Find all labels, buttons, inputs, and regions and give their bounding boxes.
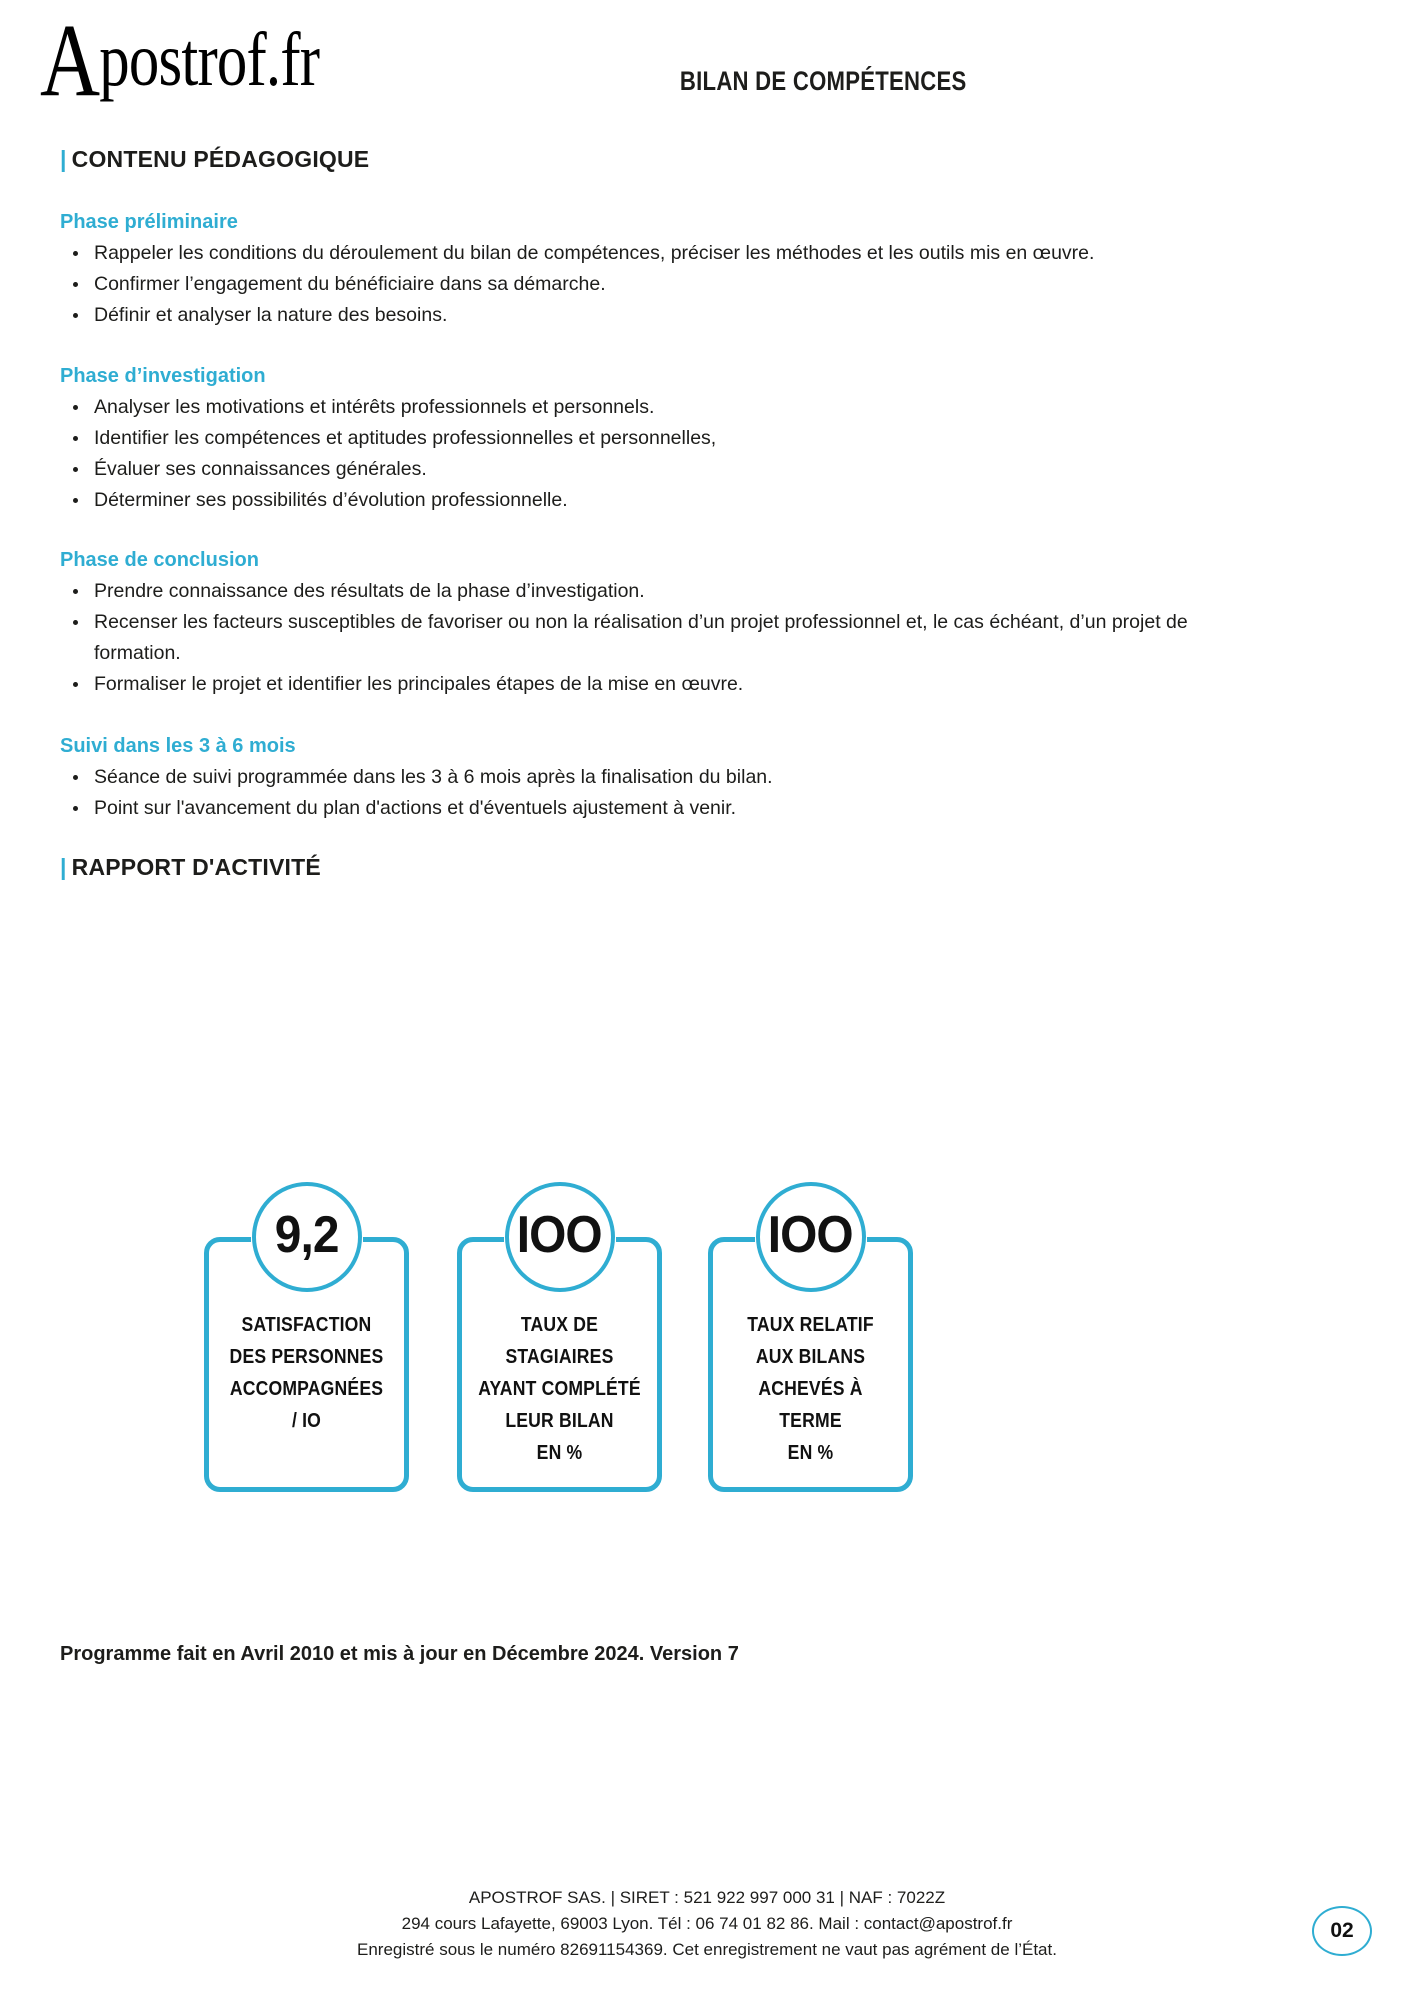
footer-line-address: 294 cours Lafayette, 69003 Lyon. Tél : 06 74 01 82 86. Mail : contact@apostrof.fr bbox=[401, 1914, 1013, 1933]
list-item: Point sur l'avancement du plan d'actions et d'éventuels ajustement à venir. bbox=[60, 793, 1250, 824]
list-item: Identifier les compétences et aptitudes professionnelles et personnelles, bbox=[60, 423, 1360, 454]
list-item: Évaluer ses connaissances générales. bbox=[60, 454, 1360, 485]
badge-label-wrap bbox=[223, 1309, 389, 1437]
page-header bbox=[0, 0, 1414, 140]
apostrof-logo bbox=[40, 3, 320, 118]
section-heading-pedagogical-content bbox=[60, 146, 369, 173]
section-heading-label: RAPPORT D'ACTIVITÉ bbox=[71, 854, 321, 880]
badge-value-circle bbox=[252, 1182, 362, 1292]
list-item: Rappeler les conditions du déroulement du bilan de compétences, préciser les méthodes et les outils mis en œuvre. bbox=[60, 238, 1360, 269]
list-item: Formaliser le projet et identifier les principales étapes de la mise en œuvre. bbox=[60, 669, 1250, 700]
logo-wordmark: postrof.fr bbox=[99, 18, 320, 102]
stat-badge-satisfaction bbox=[204, 1206, 409, 1492]
badge-unit: / IO bbox=[291, 1410, 322, 1432]
stat-badge-completion-rate bbox=[457, 1206, 662, 1492]
subheading-suivi-3-6-mois: Suivi dans les 3 à 6 mois bbox=[60, 735, 296, 757]
badge-label: TAUX RELATIF AUX BILANS ACHEVÉS À TERME bbox=[747, 1314, 874, 1432]
list-suivi-3-6-mois bbox=[60, 762, 1250, 824]
subheading-phase-preliminaire: Phase préliminaire bbox=[60, 211, 238, 233]
badge-value: 9,2 bbox=[274, 1206, 339, 1264]
page-number-badge: 02 bbox=[1312, 1906, 1372, 1956]
badge-value-circle bbox=[505, 1182, 615, 1292]
list-item: Recenser les facteurs susceptibles de favoriser ou non la réalisation d’un projet professionnel et, le cas échéant, d’un projet de formation. bbox=[60, 607, 1250, 669]
statistics-badges bbox=[0, 1183, 1414, 1513]
page-footer bbox=[0, 1885, 1414, 1963]
badge-unit: EN % bbox=[787, 1442, 834, 1464]
list-item: Déterminer ses possibilités d’évolution professionnelle. bbox=[60, 485, 1360, 516]
list-item: Confirmer l’engagement du bénéficiaire dans sa démarche. bbox=[60, 269, 1360, 300]
badge-label: TAUX DE STAGIAIRES AYANT COMPLÉTÉ LEUR BILAN bbox=[478, 1314, 641, 1432]
badge-label-wrap bbox=[727, 1309, 893, 1469]
list-item: Séance de suivi programmée dans les 3 à 6 mois après la finalisation du bilan. bbox=[60, 762, 1250, 793]
document-title: BILAN DE COMPÉTENCES bbox=[680, 66, 967, 96]
badge-label-wrap bbox=[476, 1309, 642, 1469]
subheading-phase-conclusion: Phase de conclusion bbox=[60, 549, 259, 571]
stat-badge-completed-reviews bbox=[708, 1206, 913, 1492]
accent-bar: | bbox=[60, 854, 67, 880]
list-item: Définir et analyser la nature des besoins. bbox=[60, 300, 1360, 331]
badge-value-circle bbox=[756, 1182, 866, 1292]
badge-value: IOO bbox=[517, 1206, 602, 1264]
subheading-phase-investigation: Phase d’investigation bbox=[60, 365, 266, 387]
section-heading-activity-report bbox=[60, 854, 321, 881]
logo-capital-letter: A bbox=[40, 3, 100, 118]
program-version-note: Programme fait en Avril 2010 et mis à jour en Décembre 2024. Version 7 bbox=[60, 1643, 739, 1665]
badge-unit: EN % bbox=[536, 1442, 583, 1464]
badge-value: IOO bbox=[768, 1206, 853, 1264]
badge-label: SATISFACTION DES PERSONNES ACCOMPAGNÉES bbox=[229, 1314, 384, 1400]
list-phase-investigation bbox=[60, 392, 1360, 516]
footer-line-company: APOSTROF SAS. | SIRET : 521 922 997 000 31 | NAF : 7022Z bbox=[468, 1888, 946, 1907]
list-item: Analyser les motivations et intérêts professionnels et personnels. bbox=[60, 392, 1360, 423]
footer-line-registration: Enregistré sous le numéro 82691154369. Cet enregistrement ne vaut pas agrément de l’État. bbox=[357, 1940, 1057, 1959]
list-phase-conclusion bbox=[60, 576, 1250, 700]
section-heading-label: CONTENU PÉDAGOGIQUE bbox=[71, 146, 370, 172]
accent-bar: | bbox=[60, 146, 67, 172]
list-phase-preliminaire bbox=[60, 238, 1360, 331]
list-item: Prendre connaissance des résultats de la phase d’investigation. bbox=[60, 576, 1250, 607]
